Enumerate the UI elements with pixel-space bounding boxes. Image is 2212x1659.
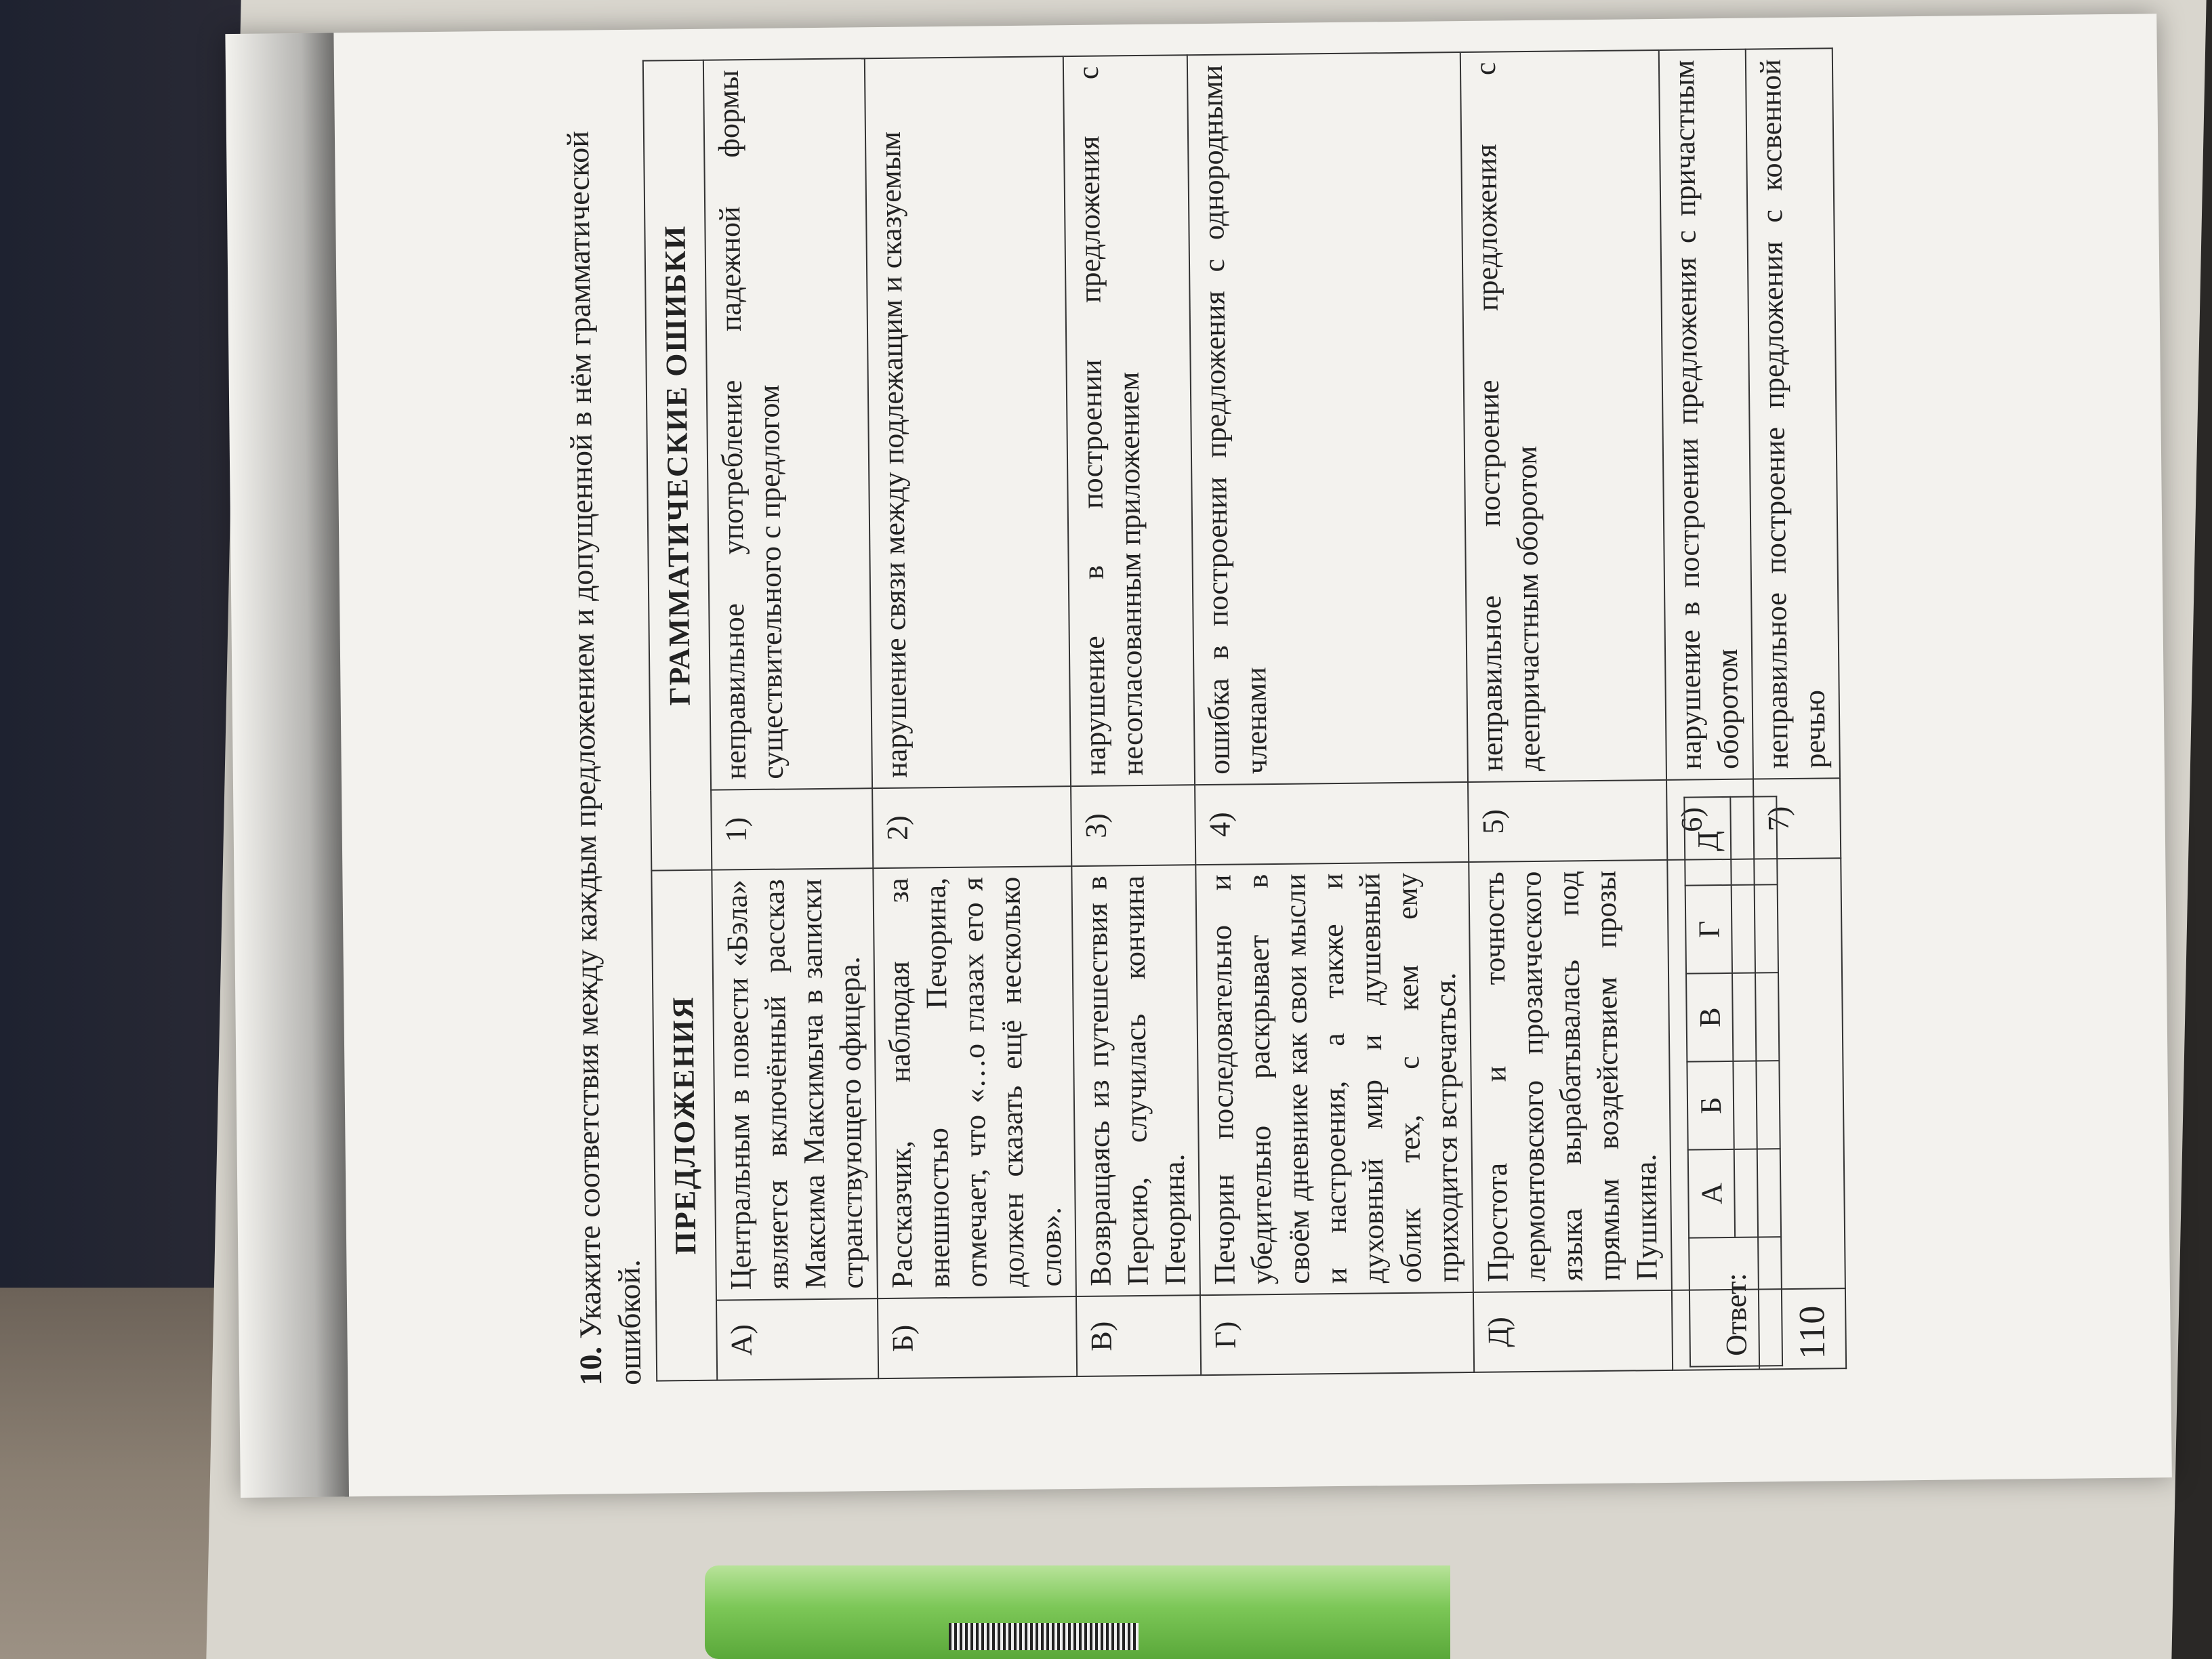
answer-cell[interactable]	[1732, 972, 1779, 1061]
answer-label: Ответ:	[1689, 1237, 1782, 1366]
row-error: неправильное построение предложения с косвенной речью	[1746, 48, 1840, 779]
matching-table	[642, 47, 1847, 1381]
pen-barcode	[949, 1623, 1139, 1650]
row-sentence: Возвращаясь из путешествия в Персию, случилась кончина Печорина.	[1071, 865, 1200, 1296]
answer-cell[interactable]	[1734, 1149, 1781, 1237]
row-number: 2)	[872, 786, 1071, 868]
workbook-page	[225, 14, 2171, 1498]
row-error: нарушение в построении предложения с причастным оборотом	[1659, 49, 1753, 780]
row-sentence: Печорин последовательно и убедительно раскрывает в своём дневнике как свои мысли и настроения, а также и духовный мир и душевный облик тех, с кем ему приходится встречаться.	[1195, 862, 1473, 1296]
header-sentences: ПРЕДЛОЖЕНИЯ	[651, 869, 717, 1380]
table-row	[1063, 55, 1201, 1376]
answer-letters-row	[1684, 797, 1736, 1367]
row-letter: Д)	[1473, 1290, 1673, 1372]
header-errors: ГРАММАТИЧЕСКИЕ ОШИБКИ	[643, 60, 712, 871]
task-statement	[558, 57, 651, 1386]
row-error: нарушение в построении предложения с несогласованным приложением	[1063, 55, 1195, 786]
row-sentence: Центральным в повести «Бэла» является включённый рассказ Максима Максимыча в записки странствующего офицера.	[712, 868, 878, 1300]
row-sentence: Рассказчик, наблюдая за внешностью Печорина, отмечает, что «…о глазах его я должен сказать ещё несколько слов».	[873, 866, 1076, 1298]
page-spine-shadow	[225, 33, 349, 1498]
row-number: 7)	[1753, 778, 1841, 859]
row-number: 6)	[1666, 779, 1754, 860]
answer-cell[interactable]	[1733, 1061, 1780, 1149]
table-row	[1187, 52, 1474, 1375]
row-letter: Б)	[878, 1296, 1077, 1378]
row-number: 4)	[1195, 782, 1469, 865]
answer-letter: А	[1688, 1149, 1735, 1238]
table-row	[865, 56, 1077, 1378]
answer-letter: Г	[1685, 885, 1732, 974]
task-number: 10.	[573, 1346, 609, 1386]
answer-cell[interactable]	[1732, 884, 1778, 973]
row-number: 1)	[711, 788, 873, 869]
row-sentence: Простота и точность лермонтовского прозаического языка вырабатывалась под прямым воздействием прозы Пушкина.	[1469, 860, 1672, 1292]
row-error: ошибка в построении предложения с однородными членами	[1187, 52, 1468, 785]
page-number: 110	[1791, 1305, 1832, 1360]
row-number: 3)	[1071, 785, 1195, 866]
answer-cell[interactable]	[1730, 796, 1777, 885]
row-error: неправильное построение предложения с деепричастным оборотом	[1460, 50, 1666, 782]
answer-letter: Б	[1687, 1061, 1734, 1150]
row-letter: В)	[1076, 1295, 1201, 1376]
answer-grid	[1683, 796, 1783, 1367]
answer-letter: Д	[1684, 797, 1731, 886]
row-letter: А)	[716, 1298, 878, 1380]
table-row	[703, 58, 878, 1380]
row-letter: Г)	[1200, 1292, 1474, 1375]
row-number: 5)	[1468, 780, 1667, 862]
task-text: Укажите соответствия между каждым предложением и допущенной в нём грамматической ошибкой.	[560, 130, 648, 1386]
row-error: неправильное употребление падежной формы существительного с предлогом	[703, 58, 872, 790]
table-row	[1460, 50, 1673, 1372]
row-error: нарушение связи между подлежащим и сказуемым	[865, 56, 1071, 788]
answer-letter: В	[1686, 973, 1733, 1062]
